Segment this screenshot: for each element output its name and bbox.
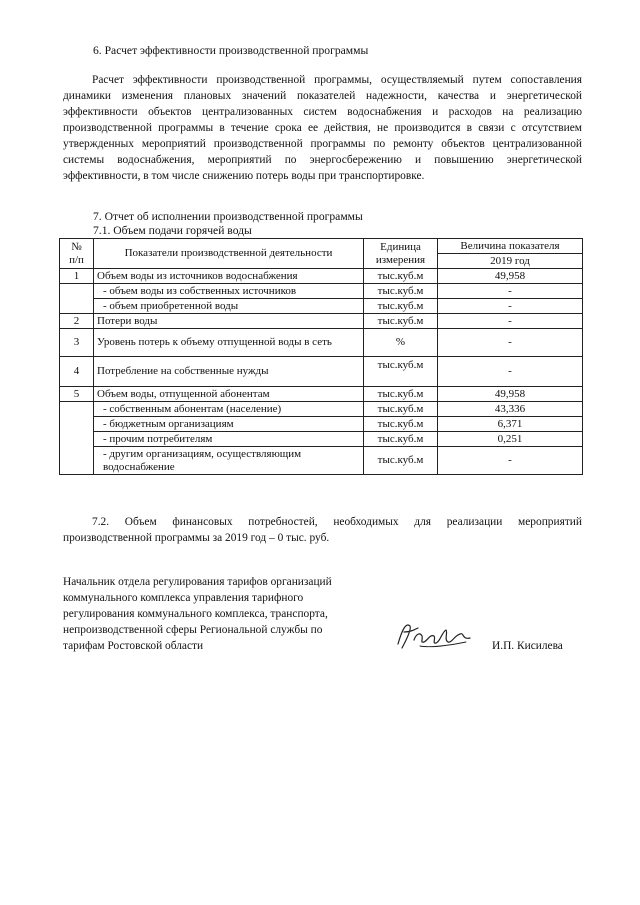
row-indicator: Потери воды [94, 314, 364, 329]
row-unit: тыс.куб.м [364, 387, 438, 402]
signer-position-line: регулирования коммунального комплекса, транспорта, [63, 608, 328, 620]
row-value: - [438, 314, 583, 329]
table-row [60, 329, 583, 357]
row-unit: тыс.куб.м [364, 417, 438, 432]
row-indicator: - другим организациям, осуществляющим водоснабжение [94, 447, 364, 475]
header-indicator: Показатели производственной деятельности [94, 239, 364, 269]
table-row [60, 447, 583, 475]
row-value: - [438, 299, 583, 314]
row-num [60, 284, 94, 314]
table-row [60, 284, 583, 299]
row-value: 43,336 [438, 402, 583, 417]
row-num [60, 402, 94, 475]
signer-position-line: коммунального комплекса управления тарифного [63, 592, 304, 604]
header-num-line1: № [71, 240, 82, 253]
row-unit: тыс.куб.м [364, 357, 438, 387]
row-num: 2 [60, 314, 94, 329]
row-value: - [438, 329, 583, 357]
row-num: 4 [60, 357, 94, 387]
row-indicator: - прочим потребителям [94, 432, 364, 447]
header-value-title: Величина показателя [438, 239, 583, 254]
row-value: - [438, 284, 583, 299]
row-unit: тыс.куб.м [364, 299, 438, 314]
section-6-title: 6. Расчет эффективности производственной программы [93, 44, 369, 57]
row-unit: тыс.куб.м [364, 447, 438, 475]
table-row [60, 432, 583, 447]
row-unit: тыс.куб.м [364, 402, 438, 417]
row-indicator: - объем приобретенной воды [94, 299, 364, 314]
row-indicator: Потребление на собственные нужды [94, 357, 364, 387]
header-unit-line2: измерения [375, 253, 426, 266]
section-7-2-paragraph: 7.2. Объем финансовых потребностей, необходимых для реализации мероприятий производственной программы за 2019 год – 0 тыс. руб. [63, 516, 582, 544]
header-num-line2: п/п [69, 253, 84, 266]
row-unit: % [364, 329, 438, 357]
header-value-year: 2019 год [438, 254, 583, 269]
signer-position-line: Начальник отдела регулирования тарифов организаций [63, 576, 332, 588]
section-7-title: 7. Отчет об исполнении производственной программы [93, 210, 363, 223]
row-value: - [438, 357, 583, 387]
signer-position-line: тарифам Ростовской области [63, 640, 204, 652]
header-unit-line1: Единица [380, 240, 421, 253]
row-unit: тыс.куб.м [364, 269, 438, 284]
row-indicator: - объем воды из собственных источников [94, 284, 364, 299]
signer-position-line: непроизводственной сферы Региональной службы по [63, 624, 323, 636]
row-num: 1 [60, 269, 94, 284]
row-indicator: Уровень потерь к объему отпущенной воды в сеть [94, 329, 364, 357]
row-unit: тыс.куб.м [364, 284, 438, 299]
header-num [60, 239, 94, 269]
table-row [60, 299, 583, 314]
signer-name: И.П. Кисилева [492, 640, 563, 652]
handwritten-signature [390, 610, 480, 658]
section-6-paragraph: Расчет эффективности производственной программы, осуществляемый путем сопоставления динамики изменения плановых значений показателей надежности, качества и энергетической эффективности объектов централизованных систем водоснабжения и расходов на реализацию производственной программы в течение срока ее действия, не производится в связи с отсутствием утвержденных мероприятий производственной программы по ремонту объектов централизованной системы водоснабжения, мероприятий по энергосбережению и повышению энергетической эффективности, в том числе снижению потерь воды при транспортировке. [63, 74, 582, 182]
row-num: 3 [60, 329, 94, 357]
water-supply-table [59, 238, 583, 475]
section-7-1-title: 7.1. Объем подачи горячей воды [93, 224, 252, 237]
row-value: 49,958 [438, 387, 583, 402]
row-unit: тыс.куб.м [364, 432, 438, 447]
table-row [60, 417, 583, 432]
table-row [60, 357, 583, 387]
table-header-row [60, 239, 583, 254]
row-indicator: - бюджетным организациям [94, 417, 364, 432]
row-value: - [438, 447, 583, 475]
table-row [60, 314, 583, 329]
row-value: 6,371 [438, 417, 583, 432]
row-indicator: Объем воды, отпущенной абонентам [94, 387, 364, 402]
table-row [60, 402, 583, 417]
row-num: 5 [60, 387, 94, 402]
row-value: 49,958 [438, 269, 583, 284]
signer-position [63, 574, 383, 654]
row-indicator: Объем воды из источников водоснабжения [94, 269, 364, 284]
table-row [60, 387, 583, 402]
header-unit [364, 239, 438, 269]
row-indicator: - собственным абонентам (население) [94, 402, 364, 417]
table-row [60, 269, 583, 284]
row-value: 0,251 [438, 432, 583, 447]
row-unit: тыс.куб.м [364, 314, 438, 329]
